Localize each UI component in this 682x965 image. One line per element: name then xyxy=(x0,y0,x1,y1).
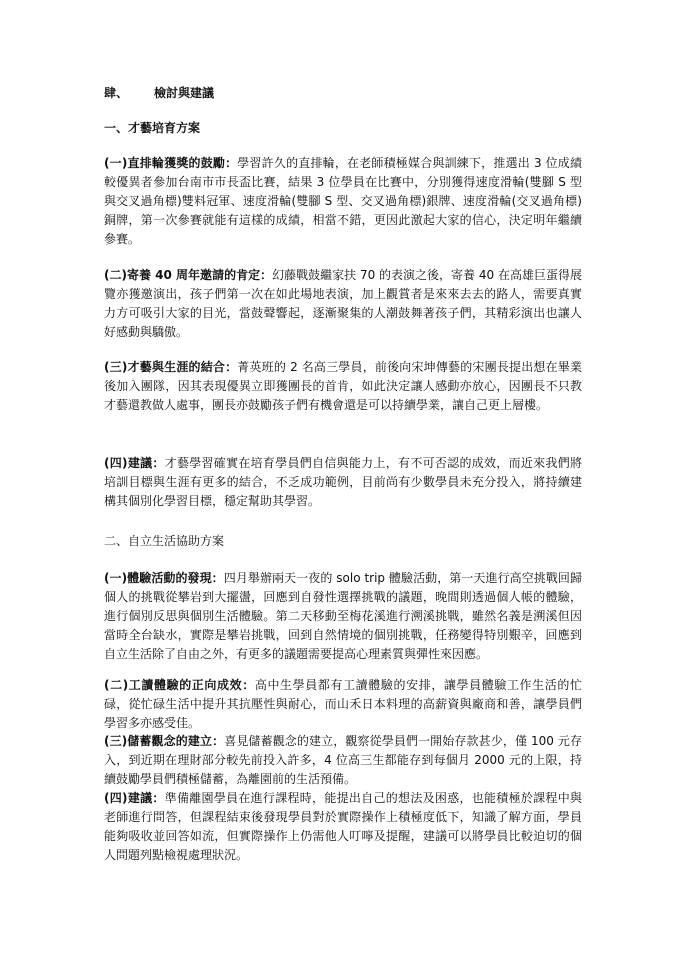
paragraph-text: 學習許久的直排輪，在老師積極媒合與訓練下，推選出 3 位成績較優異者參加台南市市長盃比賽，結果 3 位學員在比賽中，分別獲得速度滑輪(雙腳 S 型與交叉過角標)雙料冠軍、速度滑輪(雙腳 S 型、交叉過角標)銀牌、速度滑輪(交叉過角標)銅牌，第一次參賽就能有這樣的成績，相當不錯，更因此激起大家的信心，決定明年繼續參賽。 xyxy=(104,156,582,246)
paragraph-text: 幻藤戰鼓繼家扶 70 的表演之後，寄養 40 在高雄巨蛋得展覽亦獲邀演出，孩子們第一次在如此場地表演，加上觀賞者是來來去去的路人，需要真實力方可吸引大家的目光，當鼓聲響起，逐漸聚集的人潮鼓舞著孩子們，其精彩演出也讓人好感動與驕傲。 xyxy=(104,268,582,339)
paragraph-text: 喜見儲蓄觀念的建立，觀察從學員們一開始存款甚少，僅 100 元存入，到近期在理財部分較先前投入許多，4 位高三生都能存到每個月 2000 元的上限，持續鼓勵學員們積極儲蓄，為離園前的生活預備。 xyxy=(104,734,582,786)
chapter-heading xyxy=(104,85,214,101)
chapter-title: 檢討與建議 xyxy=(154,86,215,100)
paragraph-foster-anniversary xyxy=(104,266,582,342)
paragraph-label: (二)工讀體驗的正向成效： xyxy=(104,678,255,692)
paragraph-label: (三)儲蓄觀念的建立： xyxy=(104,734,225,748)
section-title-independent-living: 二、自立生活協助方案 xyxy=(104,534,225,548)
paragraph-text: 高中生學員都有工讀體驗的安排，讓學員體驗工作生活的忙碌，從忙碌生活中提升其抗壓性與耐心，而山禾日本料理的高薪資與廠商和善，讓學員們學習多亦感受佳。 xyxy=(104,678,582,730)
paragraph-text: 四月舉辦兩天一夜的 solo trip 體驗活動，第一天進行高空挑戰回歸個人的挑戰從攀岩到大擺盪，回應到自發性選擇挑戰的議題，晚間則透過個人帳的體驗，進行個別反思與個別生活體驗。第二天移動至梅花溪進行溯溪挑戰，雖然名義是溯溪但因當時全台缺水，實際是攀岩挑戰，回到自然情境的個別挑戰，任務變得特別艱辛，回應到自立生活除了自由之外，有更多的議題需要提高心理素質與彈性來因應。 xyxy=(104,571,582,661)
paragraph-label: (二)寄養 40 周年邀請的肯定： xyxy=(104,268,273,282)
chapter-number: 肆、 xyxy=(104,86,129,100)
paragraph-label: (三)才藝與生涯的結合： xyxy=(104,360,238,374)
paragraph-savings xyxy=(104,732,582,789)
paragraph-label: (四)建議： xyxy=(104,791,165,805)
paragraph-text: 才藝學習確實在培育學員們自信與能力上，有不可否認的成效，而近來我們將培訓目標與生涯有更多的結合，不乏成功範例，目前尚有少數學員未充分投入，將持續建構其個別化學習目標，穩定幫助其學習。 xyxy=(104,456,582,508)
paragraph-label: (四)建議： xyxy=(104,456,165,470)
paragraph-text: 準備離園學員在進行課程時，能提出自己的想法及困惑，也能積極於課程中與老師進行問答，但課程結束後發現學員對於實際操作上積極度低下，知識了解方面，學員能夠吸收並回答如流，但實際操作上仍需他人叮嚀及提醒，建議可以將學員比較迫切的個人問題列點檢視處理狀況。 xyxy=(104,791,582,862)
section-title-talent: 一、才藝培育方案 xyxy=(104,121,201,135)
paragraph-label: (一)直排輪獲獎的鼓勵： xyxy=(104,156,238,170)
paragraph-talent-career xyxy=(104,358,582,415)
paragraph-living-suggestion xyxy=(104,789,582,865)
paragraph-label: (一)體驗活動的發現： xyxy=(104,571,224,585)
paragraph-talent-suggestion xyxy=(104,454,582,511)
paragraph-work-study xyxy=(104,676,582,733)
paragraph-text: 菁英班的 2 名高三學員，前後向宋坤傳藝的宋團長提出想在畢業後加入團隊，因其表現優異立即獲團長的首肯，如此決定讓人感動亦放心，因團長不只教才藝還教做人處事，團長亦鼓勵孩子們有機會還是可以持續學業，讓自己更上層樓。 xyxy=(104,360,582,412)
paragraph-experience-activity xyxy=(104,569,582,664)
paragraph-rollerskate-award xyxy=(104,154,582,249)
